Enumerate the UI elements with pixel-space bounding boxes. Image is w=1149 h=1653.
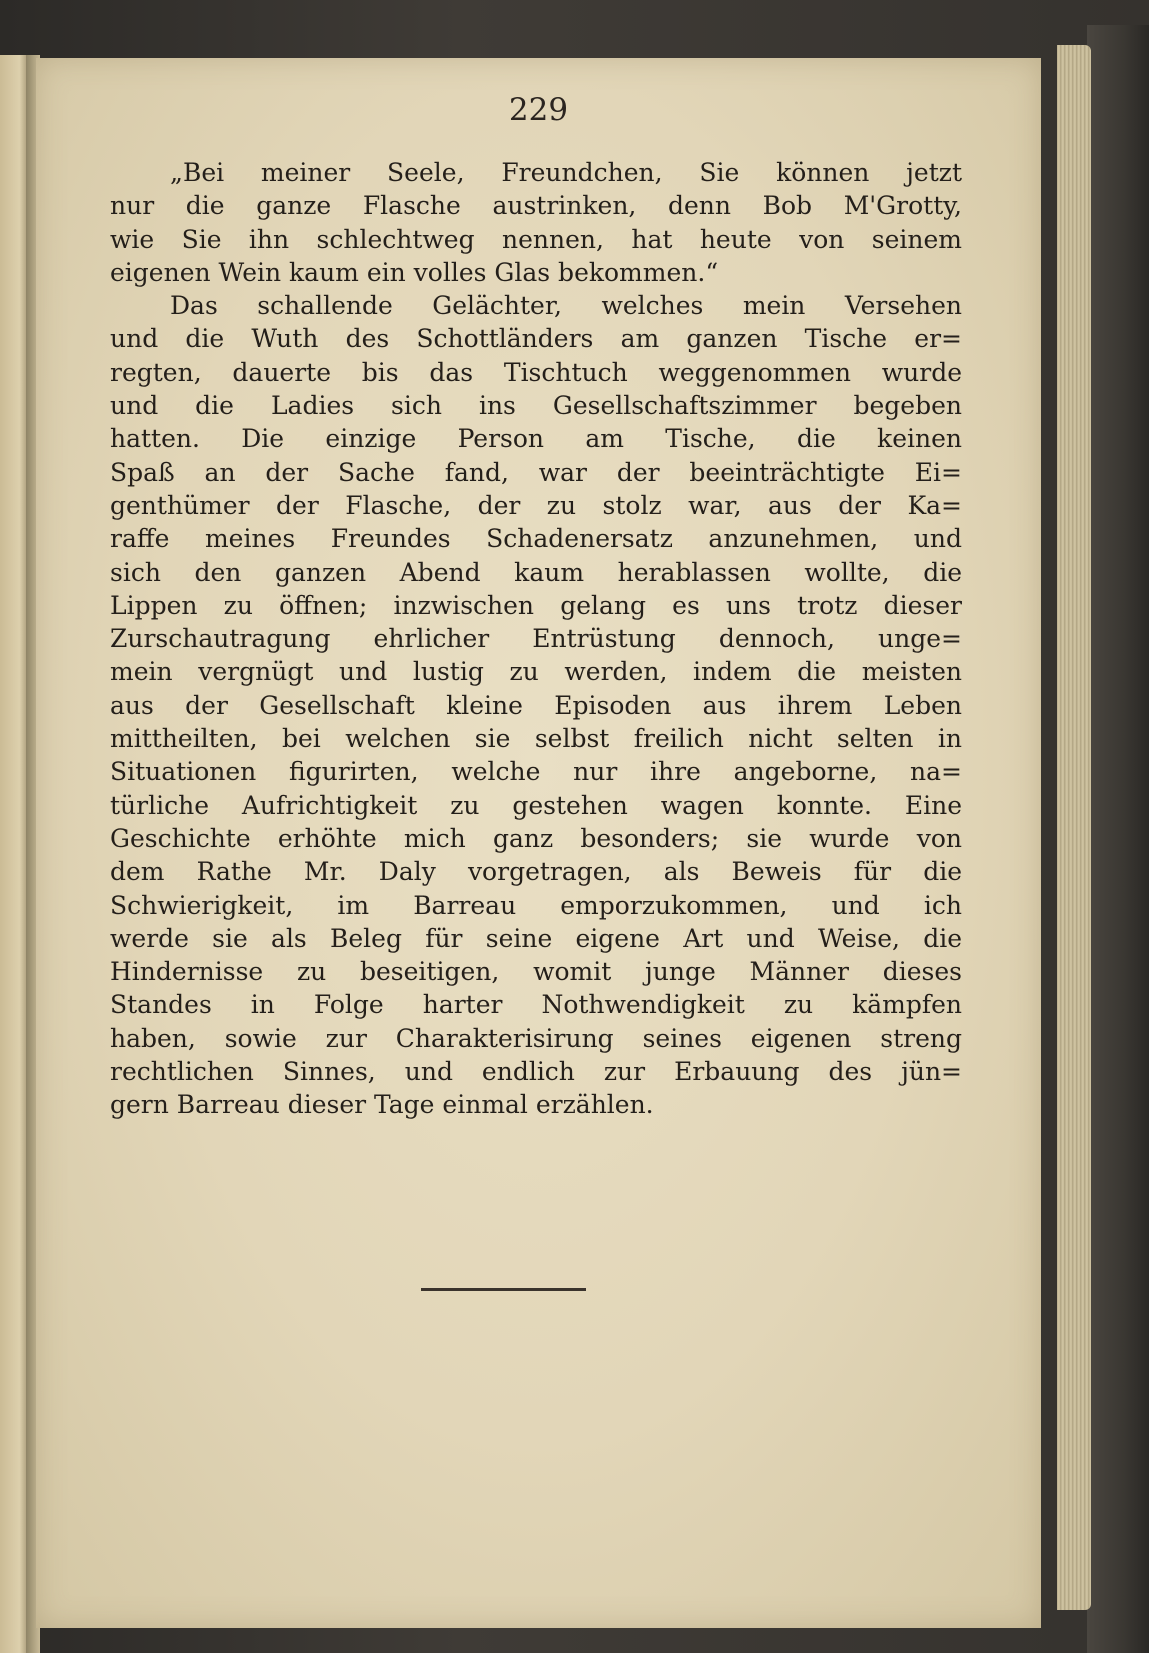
text-line: genthümer der Flasche, der zu stolz war, aus der Ka= bbox=[110, 490, 962, 520]
text-line: und die Ladies sich ins Gesellschaftszimmer begeben bbox=[110, 391, 962, 421]
text-line: Geschichte erhöhte mich ganz besonders; sie wurde von bbox=[110, 823, 962, 853]
text-line: Lippen zu öffnen; inzwischen gelang es uns trotz dieser bbox=[110, 590, 962, 620]
page-number: 229 bbox=[508, 92, 569, 128]
text-line: Spaß an der Sache fand, war der beeinträchtigte Ei= bbox=[110, 457, 962, 487]
book-page bbox=[36, 58, 1041, 1628]
text-line: mittheilten, bei welchen sie selbst freilich nicht selten in bbox=[110, 724, 962, 754]
text-line: raffe meines Freundes Schadenersatz anzunehmen, und bbox=[110, 524, 962, 554]
text-line: werde sie als Beleg für seine eigene Art und Weise, die bbox=[110, 923, 962, 953]
text-line: rechtlichen Sinnes, und endlich zur Erbauung des jün= bbox=[110, 1057, 962, 1087]
page-edges bbox=[1057, 45, 1091, 1610]
text-line: haben, sowie zur Charakterisirung seines eigenen streng bbox=[110, 1023, 962, 1053]
text-line: eigenen Wein kaum ein volles Glas bekommen.“ bbox=[110, 257, 719, 287]
previous-page-edge bbox=[0, 55, 28, 1653]
text-line: Hindernisse zu beseitigen, womit junge Männer dieses bbox=[110, 957, 962, 987]
body-text bbox=[110, 156, 962, 1122]
text-line: Schwierigkeit, im Barreau emporzukommen, und ich bbox=[110, 890, 962, 920]
text-line: mein vergnügt und lustig zu werden, indem die meisten bbox=[110, 657, 962, 687]
text-line: sich den ganzen Abend kaum herablassen wollte, die bbox=[110, 557, 962, 587]
text-line: wie Sie ihn schlechtweg nennen, hat heute von seinem bbox=[110, 224, 962, 254]
text-line: Situationen figurirten, welche nur ihre angeborne, na= bbox=[110, 757, 962, 787]
text-line: hatten. Die einzige Person am Tische, die keinen bbox=[110, 424, 962, 454]
section-divider-rule bbox=[421, 1288, 586, 1291]
text-line: regten, dauerte bis das Tischtuch weggenommen wurde bbox=[110, 357, 962, 387]
text-line: Zurschautragung ehrlicher Entrüstung dennoch, unge= bbox=[110, 624, 962, 654]
text-line: und die Wuth des Schottländers am ganzen Tische er= bbox=[110, 324, 962, 354]
text-line: türliche Aufrichtigkeit zu gestehen wagen konnte. Eine bbox=[110, 790, 962, 820]
text-line: Das schallende Gelächter, welches mein Versehen bbox=[170, 291, 962, 321]
text-line: Standes in Folge harter Nothwendigkeit zu kämpfen bbox=[110, 990, 962, 1020]
text-line: „Bei meiner Seele, Freundchen, Sie können jetzt bbox=[170, 158, 962, 187]
book-cover-right-edge bbox=[1087, 25, 1149, 1653]
text-line: nur die ganze Flasche austrinken, denn Bob M'Grotty, bbox=[110, 191, 962, 221]
text-line: gern Barreau dieser Tage einmal erzählen. bbox=[110, 1090, 654, 1120]
text-line: dem Rathe Mr. Daly vorgetragen, als Beweis für die bbox=[110, 857, 962, 887]
text-line: aus der Gesellschaft kleine Episoden aus ihrem Leben bbox=[110, 690, 962, 720]
